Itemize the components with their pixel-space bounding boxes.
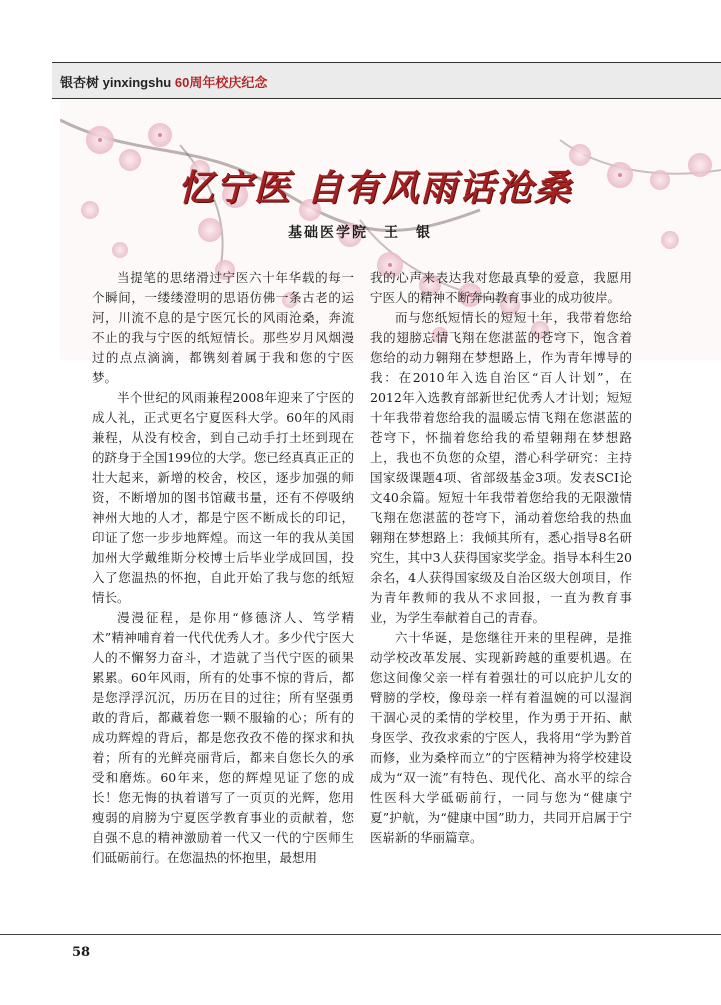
anniversary-label: 60周年校庆纪念 (174, 75, 268, 90)
left-column (92, 268, 354, 868)
paragraph: 半个世纪的风雨兼程2008年迎来了宁医的成人礼，正式更名宁夏医科大学。60年的风雨兼程，从没有校舍，到自己动手打土坯到现在的跻身于全国199位的大学。您已经真真正正的壮大起来，新增的校舍，校区，逐步加强的师资，不断增加的图书馆藏书量，还有不停吸纳神州大地的人才，都是宁医不断成长的印记，印证了您一步步地辉煌。而这一年的我从美国加州大学戴维斯分校博士后毕业学成回国，投入了您温热的怀抱，自此开始了我与您的纸短情长。 (92, 390, 354, 605)
footer-rule (0, 934, 721, 935)
header-rule-bottom (52, 98, 721, 99)
journal-name: 银杏树 yinxingshu (60, 75, 172, 90)
paragraph: 而与您纸短情长的短短十年，我带着您给我的翅膀忘情飞翔在您湛蓝的苍穹下，饱含着您给的动力翱翔在梦想路上，作为青年博导的我：在2010年入选自治区“百人计划”，在2012年入选教育部新世纪优秀人才计划；短短十年我带着您给我的温暖忘情飞翔在您湛蓝的苍穹下，怀揣着您给我的希望翱翔在梦想路上，我也不负您的众望，潜心科学研究：主持国家级课题4项、省部级基金3项。发表SCI论文40余篇。短短十年我带着您给我的无限激情飞翔在您湛蓝的苍穹下，涌动着您给我的热血翱翔在梦想路上：我倾其所有，悉心指导8名研究生，其中3人获得国家奖学金。指导本科生20余名，4人获得国家级及自治区级大创项目，作为青年教师的我从不求回报，一直为教育事业，为学生奉献着自己的青春。 (370, 310, 632, 625)
running-header (60, 72, 267, 91)
right-column (370, 268, 632, 848)
paragraph: 漫漫征程，是你用“修德济人、笃学精术”精神哺育着一代代优秀人才。多少代宁医大人的不懈努力奋斗，才造就了当代宁医的硕果累累。60年风雨，所有的处事不惊的背后，都是您浮浮沉沉，历历在目的过往；所有坚强勇敢的背后，都藏着您一颗不服输的心；所有的成功辉煌的背后，都是您孜孜不倦的探求和执着；所有的光鲜亮丽背后，都来自您长久的承受和磨炼。60年来，您的辉煌见证了您的成长！您无悔的执着谱写了一页页的光辉，您用瘦弱的肩膀为宁夏医学教育事业的贡献着，您自强不息的精神激励着一代又一代的宁医师生们砥砺前行。在您温热的怀抱里，最想用 (92, 610, 354, 865)
paragraph-continued: 我的心声来表达我对您最真挚的爱意，我愿用宁医人的精神不断奔向教育事业的成功彼岸。 (370, 270, 632, 305)
paragraph: 当提笔的思绪滑过宁医六十年华载的每一个瞬间，一缕缕澄明的思语仿佛一条古老的运河，川流不息的是宁医冗长的风雨沧桑，奔流不止的我与宁医的纸短情长。那些岁月风烟漫过的点点滴滴，都镌刻着属于我和您的宁医梦。 (92, 270, 354, 385)
page-number: 58 (72, 945, 91, 960)
article-author: 基础医学院 王 银 (288, 225, 432, 241)
paragraph: 六十华诞，是您继往开来的里程碑，是推动学校改革发展、实现新跨越的重要机遇。在您这间像父亲一样有着强壮的可以庇护儿女的臂膀的学校，像母亲一样有着温婉的可以湿润干涸心灵的柔情的学校里，作为勇于开拓、献身医学、孜孜求索的宁医人，我将用“学为黔首而修，业为桑梓而立”的宁医精神为将学校建设成为“双一流”有特色、现代化、高水平的综合性医科大学砥砺前行，一同与您为“健康宁夏”护航，为“健康中国”助力，共同开启属于宁医崭新的华丽篇章。 (370, 630, 632, 845)
article-title: 忆宁医 自有风雨话沧桑 (177, 168, 573, 209)
